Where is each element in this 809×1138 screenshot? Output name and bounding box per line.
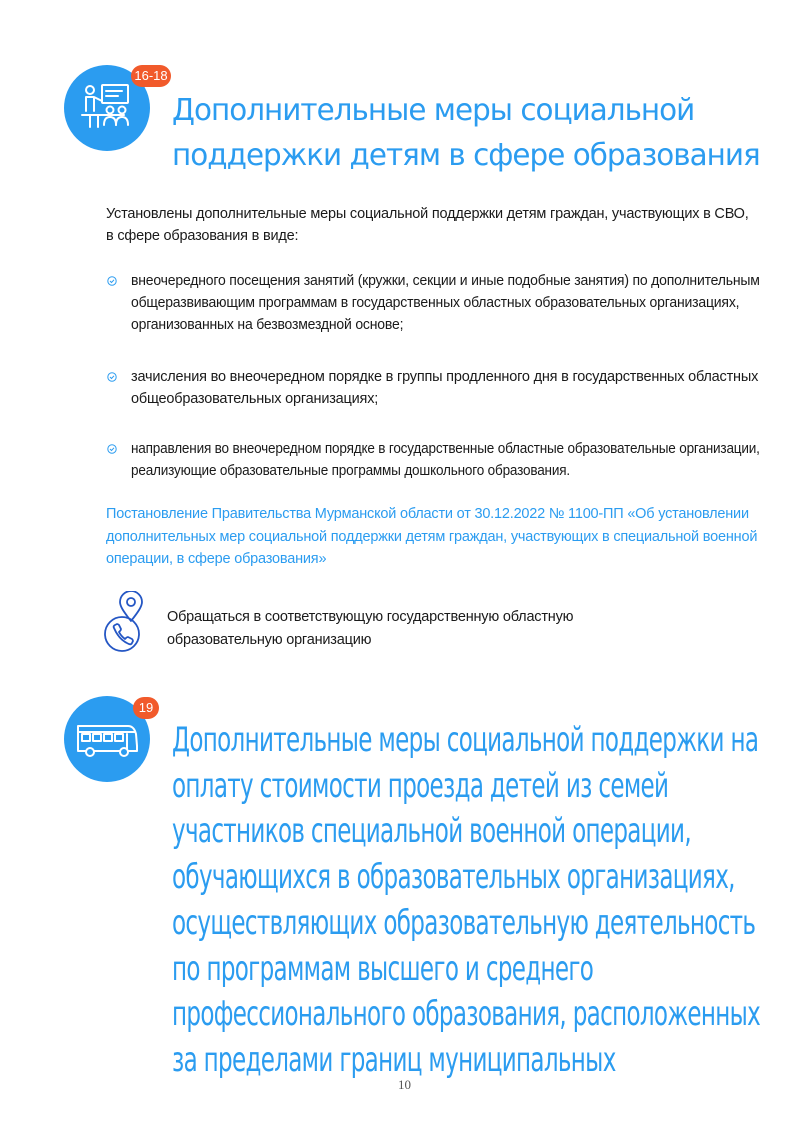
bullet-line: зачисления во внеочередном порядке в группы продленного дня в государственных областных (131, 369, 759, 385)
bullet-item (131, 270, 782, 336)
bullet-line: организованных на безвозмездной основе; (131, 317, 404, 333)
page-number: 10 (398, 1077, 411, 1092)
intro-paragraph (106, 203, 749, 247)
title-line: осуществляющих образовательную деятельность (172, 902, 756, 943)
title-line: по программам высшего и среднего (172, 948, 594, 989)
bullet-line: общеобразовательных организациях; (131, 391, 379, 407)
section1-badge: 16-18 (131, 65, 171, 87)
title-line: обучающихся в образовательных организациях, (172, 857, 735, 898)
intro-line: Установлены дополнительные меры социальной поддержки детям граждан, участвующих в СВО, (106, 206, 749, 222)
title-line: профессионального образования, расположенных (172, 994, 761, 1035)
bullet-line: направления во внеочередном порядке в государственные областные образовательные организации, (131, 441, 760, 457)
bullet-line: общеразвивающим программам в государственных областных образовательных организациях, (131, 295, 740, 311)
section2-title (172, 718, 809, 1084)
title-line: оплату стоимости проезда детей из семей (172, 765, 669, 806)
intro-line: в сфере образования в виде: (106, 228, 299, 244)
decree-line: дополнительных мер социальной поддержки детям граждан, участвующих в специальной военной (106, 528, 758, 545)
title-line: Дополнительные меры социальной поддержки на (172, 720, 759, 760)
title-line: поддержки детям в сфере образования (172, 138, 760, 173)
bullet-line: внеочередного посещения занятий (кружки, секции и иные подобные занятия) по дополнительным (131, 273, 760, 289)
contact-instruction (167, 606, 573, 652)
contact-line: образовательную организацию (167, 632, 372, 648)
contact-line: Обращаться в соответствующую государственную областную (167, 609, 574, 625)
bullet-item (131, 366, 758, 410)
title-line: участников специальной военной операции, (172, 811, 691, 852)
check-circle-icon (107, 276, 117, 286)
location-phone-icon (101, 591, 153, 655)
section1-title (172, 88, 772, 178)
decree-reference[interactable] (106, 503, 757, 571)
bullet-line: реализующие образовательные программы дошкольного образования. (131, 463, 570, 479)
bullet-item (131, 438, 804, 482)
check-circle-icon (107, 444, 117, 454)
decree-line: Постановление Правительства Мурманской области от 30.12.2022 № 1100-ПП «Об установлении (106, 506, 749, 522)
title-line: Дополнительные меры социальной (172, 93, 695, 128)
section2-badge: 19 (133, 697, 159, 719)
title-line: за пределами границ муниципальных (172, 1039, 616, 1080)
check-circle-icon (107, 372, 117, 382)
decree-line: операции, в сфере образования» (106, 551, 327, 567)
